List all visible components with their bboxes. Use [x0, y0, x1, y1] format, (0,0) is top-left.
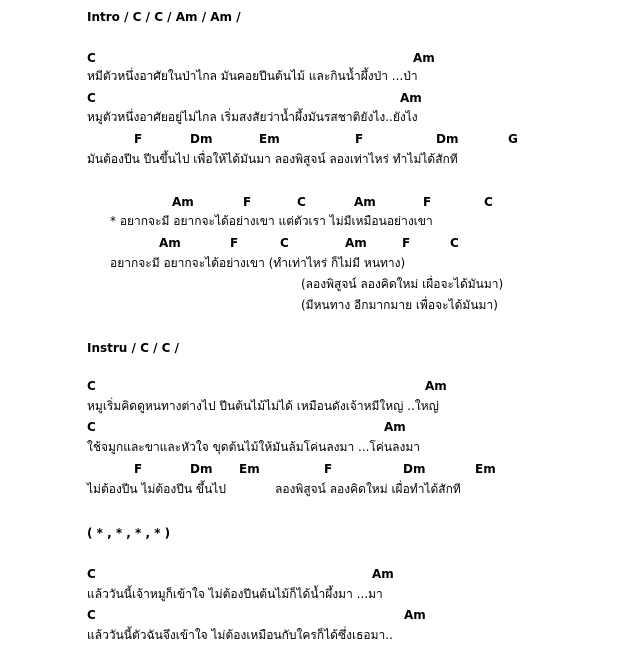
chord: F [230, 236, 239, 250]
lyric-line: (ลองพิสูจน์ ลองคิดใหม่ เผื่อจะได้มันมา) [301, 277, 504, 291]
chord: C [87, 567, 96, 581]
chord: F [324, 462, 333, 476]
chord: Dm [436, 132, 459, 146]
chord: F [134, 132, 143, 146]
chord: Am [354, 195, 376, 209]
lyric-line: หมีตัวหนึ่งอาศัยในป่าไกล มันคอยปีนต้นไม้ และกินน้ำผึ้งป่า ...ป่า [87, 69, 418, 83]
chord: Am [404, 608, 426, 622]
chord: F [355, 132, 364, 146]
chord: C [87, 51, 96, 65]
chord: Am [172, 195, 194, 209]
intro-line: Intro / C / C / Am / Am / [87, 10, 241, 24]
chord: C [87, 91, 96, 105]
lyric-line: แล้ววันนี้ตัวฉันจึงเข้าใจ ไม่ต้องเหมือนกับใครก็ได้ซึ่งเธอมา.. [87, 628, 393, 642]
lyric-line: อยากจะมี อยากจะได้อย่างเขา (ทำเท่าไหร่ ก็ไม่มี หนทาง) [110, 256, 406, 270]
chord: Am [425, 379, 447, 393]
chord: Em [475, 462, 496, 476]
chord: C [87, 379, 96, 393]
chord: Am [384, 420, 406, 434]
chord: C [280, 236, 289, 250]
lyric-line: ใช้จมูกและขาและหัวใจ ขุดต้นไม้ให้มันล้มโค่นลงมา ...โค่นลงมา [87, 440, 420, 454]
chord: F [243, 195, 252, 209]
lyric-line: * อยากจะมี อยากจะได้อย่างเขา แต่ตัวเรา ไม่มีเหมือนอย่างเขา [110, 214, 433, 228]
chord: C [484, 195, 493, 209]
chord: C [87, 608, 96, 622]
chord: Am [413, 51, 435, 65]
lyric-line: (มีหนทาง อีกมากมาย เพื่อจะได้มันมา) [301, 298, 498, 312]
chord: Am [159, 236, 181, 250]
chord: C [450, 236, 459, 250]
lyric-line: หมูตัวหนึ่งอาศัยอยู่ไม่ไกล เริ่มสงสัยว่าน้ำผึ้งมันรสชาติยังไง..ยังไง [87, 110, 418, 124]
chord: Am [372, 567, 394, 581]
lyric-line: แล้ววันนี้เจ้าหมูก็เข้าใจ ไม่ต้องปีนต้นไม้ก็ได้น้ำผึ้งมา ...มา [87, 587, 383, 601]
instru-line: Instru / C / C / [87, 341, 179, 355]
chord: F [423, 195, 432, 209]
chord: Dm [190, 462, 213, 476]
lyric-line: หมูเริ่มคิดดูหนทางต่างไป ปีนต้นไม้ไม่ได้ เหมือนดังเจ้าหมีใหญ่ ..ใหญ่ [87, 399, 439, 413]
repeat-line: ( * , * , * , * ) [87, 526, 171, 540]
chord: C [297, 195, 306, 209]
lyric-line: มันต้องปีน ปีนขึ้นไป เพื่อให้ได้มันมา ลองพิสูจน์ ลองเท่าไหร่ ทำไม่ได้สักที [87, 152, 458, 166]
lyric-line: ไม่ต้องปีน ไม่ต้องปีน ขึ้นไป [87, 482, 226, 496]
chord: F [402, 236, 411, 250]
chord: G [508, 132, 518, 146]
chord: Am [345, 236, 367, 250]
chord: Em [259, 132, 280, 146]
chord: Em [239, 462, 260, 476]
lyric-line: ลองพิสูจน์ ลองคิดใหม่ เผื่อทำได้สักที [275, 482, 461, 496]
chord: Dm [190, 132, 213, 146]
chord: Dm [403, 462, 426, 476]
chord: C [87, 420, 96, 434]
chord: Am [400, 91, 422, 105]
chord: F [134, 462, 143, 476]
